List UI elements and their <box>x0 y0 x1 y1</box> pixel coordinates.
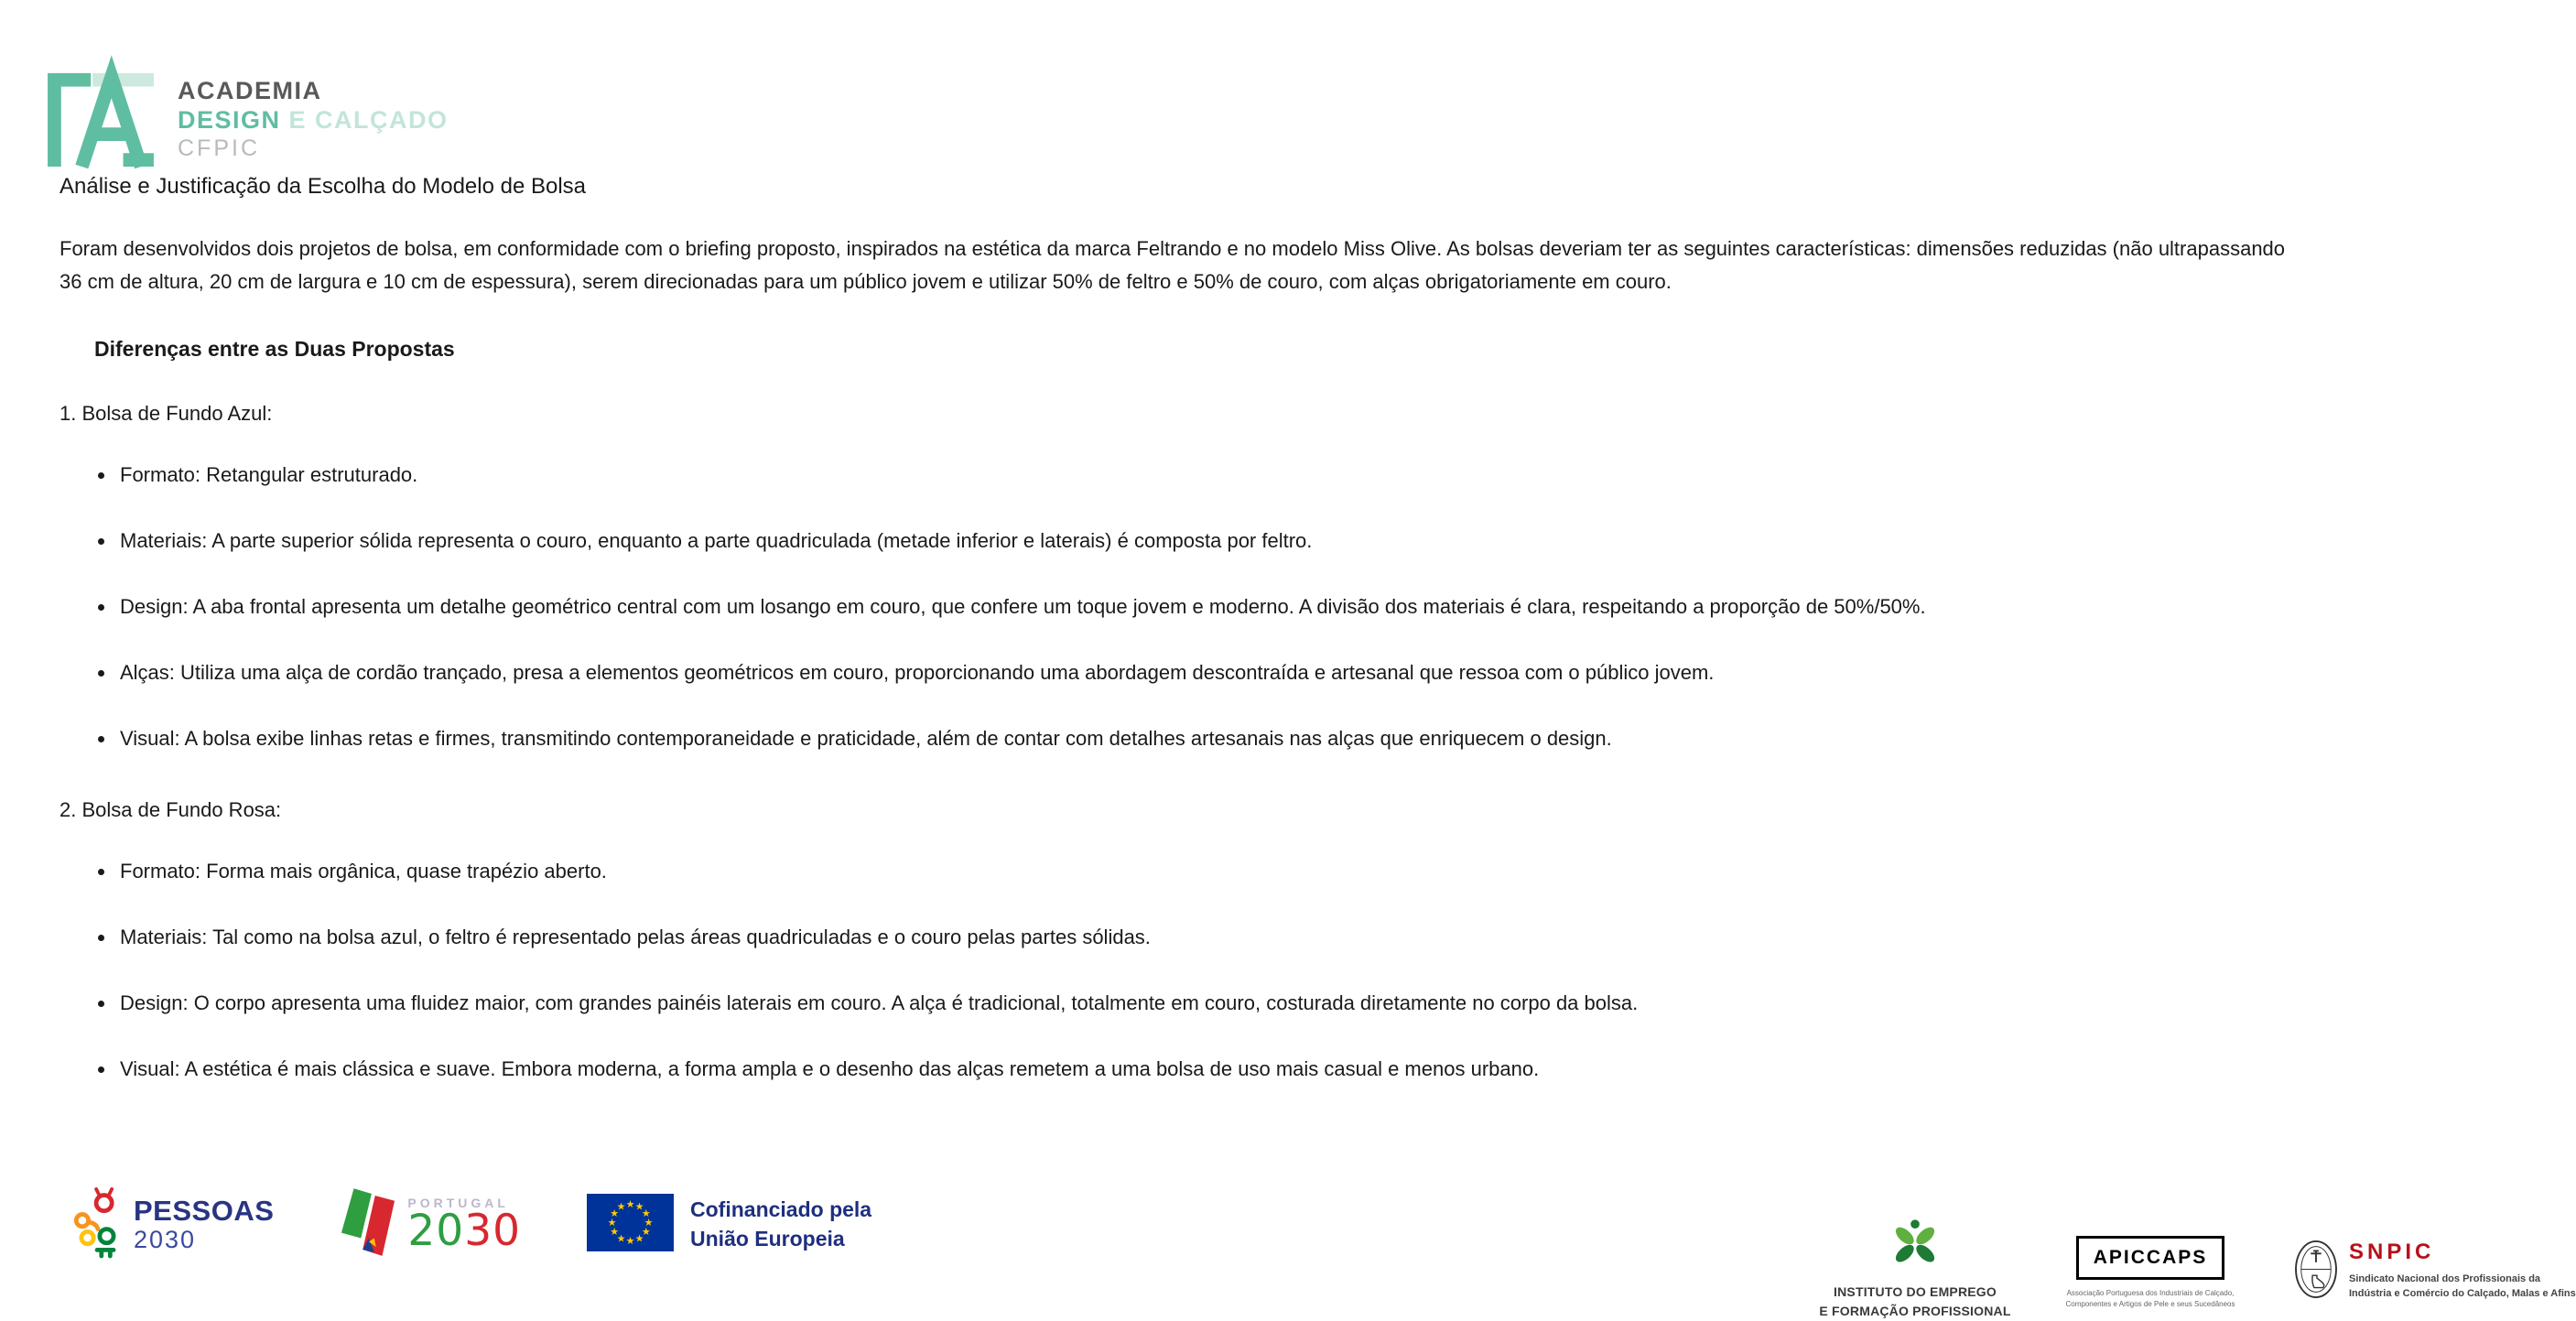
list-item: • Design: A aba frontal apresenta um detalhe geométrico central com um losango em couro, que confere um toque jovem e moderno. A divisão dos materiais é clara, respeitando a proporção de 50%/50%. <box>116 587 2298 626</box>
snpic-label: SNPIC <box>2349 1240 2435 1264</box>
svg-text:★: ★ <box>610 1225 620 1238</box>
list-item: • Formato: Forma mais orgânica, quase trapézio aberto. <box>116 851 2298 891</box>
institutional-logos-right <box>1819 1218 2576 1321</box>
list-item: • Formato: Retangular estruturado. <box>116 455 2298 494</box>
document-body <box>60 174 2298 1088</box>
iefp-text <box>1819 1283 2010 1321</box>
list-item: • Materiais: A parte superior sólida representa o couro, enquanto a parte quadriculada (metade inferior e laterais) é composta por feltro. <box>116 521 2298 560</box>
list-item: • Design: O corpo apresenta uma fluidez maior, com grandes painéis laterais em couro. A alça é tradicional, totalmente em couro, costurada diretamente no corpo da bolsa. <box>116 983 2298 1023</box>
intro-paragraph: Foram desenvolvidos dois projetos de bolsa, em conformidade com o briefing proposto, inspirados na estética da marca Feltrando e no modelo Miss Olive. As bolsas deveriam ter as seguintes características: dimensões reduzidas (não ultrapassando 36 cm de altura, 20 cm de largura e 10 cm de espessura), serem direcionadas para um público jovem e utilizar 50% de feltro e 50% de couro, com alças obrigatoriamente em couro. <box>60 237 2286 293</box>
eu-cofinancing-text <box>690 1196 871 1252</box>
portugal-year-label <box>407 1206 522 1256</box>
funding-logos-left <box>71 1186 871 1262</box>
svg-text:★: ★ <box>634 1231 644 1244</box>
logo-design-calcado-text <box>178 106 449 135</box>
iefp-text-line1: INSTITUTO DO EMPREGO <box>1834 1284 1997 1299</box>
brand-header <box>46 66 449 167</box>
snpic-wordmark <box>2349 1240 2576 1302</box>
logo-cfpic-text: CFPIC <box>178 135 260 161</box>
logo-wordmark <box>178 66 449 162</box>
svg-text:★: ★ <box>610 1207 620 1219</box>
snpic-subtext-line2: Indústria e Comércio do Calçado, Malas e Afins <box>2349 1288 2576 1300</box>
apiccaps-subtext-line2: Componentes e Artigos de Pele e seus Sucedâneos <box>2065 1300 2235 1308</box>
iefp-figure-icon <box>1889 1218 1941 1273</box>
list-item: • Alças: Utiliza uma alça de cordão trançado, presa a elementos geométricos em couro, proporcionando uma abordagem descontraída e artesanal que ressoa com o público jovem. <box>116 653 2298 692</box>
eu-text-line2: União Europeia <box>690 1226 845 1251</box>
snpic-logo <box>2294 1240 2576 1304</box>
apiccaps-subtext-line1: Associação Portuguesa dos Industriais de Calçado, <box>2066 1289 2235 1297</box>
proposal-1-bullet-list <box>60 455 2298 758</box>
portugal-2030-flag-icon <box>340 1186 396 1262</box>
portugal-year-30: 30 <box>464 1206 522 1256</box>
svg-text:★: ★ <box>641 1225 651 1238</box>
proposal-2-title: 2. Bolsa de Fundo Rosa: <box>60 798 282 821</box>
snpic-subtext <box>2349 1272 2576 1302</box>
iefp-logo <box>1819 1218 2011 1321</box>
pessoas-2030-figure-icon <box>71 1187 124 1261</box>
apiccaps-box <box>2076 1236 2225 1280</box>
snpic-emblem-icon <box>2294 1240 2338 1304</box>
iefp-text-line2: E FORMAÇÃO PROFISSIONAL <box>1819 1304 2011 1318</box>
eu-text-line1: Cofinanciado pela <box>690 1197 872 1222</box>
svg-text:★: ★ <box>625 1234 635 1247</box>
svg-text:★: ★ <box>607 1216 617 1229</box>
svg-text:★: ★ <box>644 1216 654 1229</box>
portugal-2030-wordmark <box>407 1196 522 1256</box>
portugal-2030-logo <box>340 1186 521 1262</box>
snpic-subtext-line1: Sindicato Nacional dos Profissionais da <box>2349 1272 2541 1284</box>
eu-flag-icon <box>587 1194 674 1256</box>
svg-text:★: ★ <box>641 1207 651 1219</box>
academia-design-calcado-logo-icon <box>46 66 154 167</box>
pessoas-2030-logo <box>71 1187 274 1261</box>
apiccaps-label: APICCAPS <box>2093 1247 2208 1268</box>
proposal-2-bullet-list <box>60 851 2298 1088</box>
page-title: Análise e Justificação da Escolha do Modelo de Bolsa <box>60 174 587 199</box>
portugal-year-20: 20 <box>407 1206 465 1256</box>
list-item: • Visual: A estética é mais clássica e suave. Embora moderna, a forma ampla e o desenho das alças remetem a uma bolsa de uso mais casual e menos urbano. <box>116 1049 2298 1088</box>
logo-design-text: DESIGN <box>178 105 281 134</box>
svg-text:★: ★ <box>616 1231 626 1244</box>
list-item: • Visual: A bolsa exibe linhas retas e firmes, transmitindo contemporaneidade e praticidade, além de contar com detalhes artesanais nas alças que enriquecem o design. <box>116 719 2298 758</box>
svg-text:★: ★ <box>616 1200 626 1213</box>
svg-text:★: ★ <box>634 1200 644 1213</box>
pessoas-year-label: 2030 <box>134 1225 197 1253</box>
pessoas-label: PESSOAS <box>134 1194 275 1227</box>
list-item: • Materiais: Tal como na bolsa azul, o feltro é representado pelas áreas quadriculadas e o couro pelas partes sólidas. <box>116 917 2298 957</box>
apiccaps-subtext <box>2065 1288 2235 1310</box>
svg-text:★: ★ <box>625 1197 635 1210</box>
logo-e-calcado-text: E CALÇADO <box>280 105 449 134</box>
portugal-label: PORTUGAL <box>407 1196 509 1210</box>
logo-academia-text: ACADEMIA <box>178 77 322 104</box>
apiccaps-logo <box>2045 1236 2256 1310</box>
eu-cofinancing-logo <box>587 1194 871 1256</box>
pessoas-2030-wordmark <box>134 1196 274 1254</box>
proposal-1-title: 1. Bolsa de Fundo Azul: <box>60 402 273 425</box>
section-heading: Diferenças entre as Duas Propostas <box>94 337 455 361</box>
